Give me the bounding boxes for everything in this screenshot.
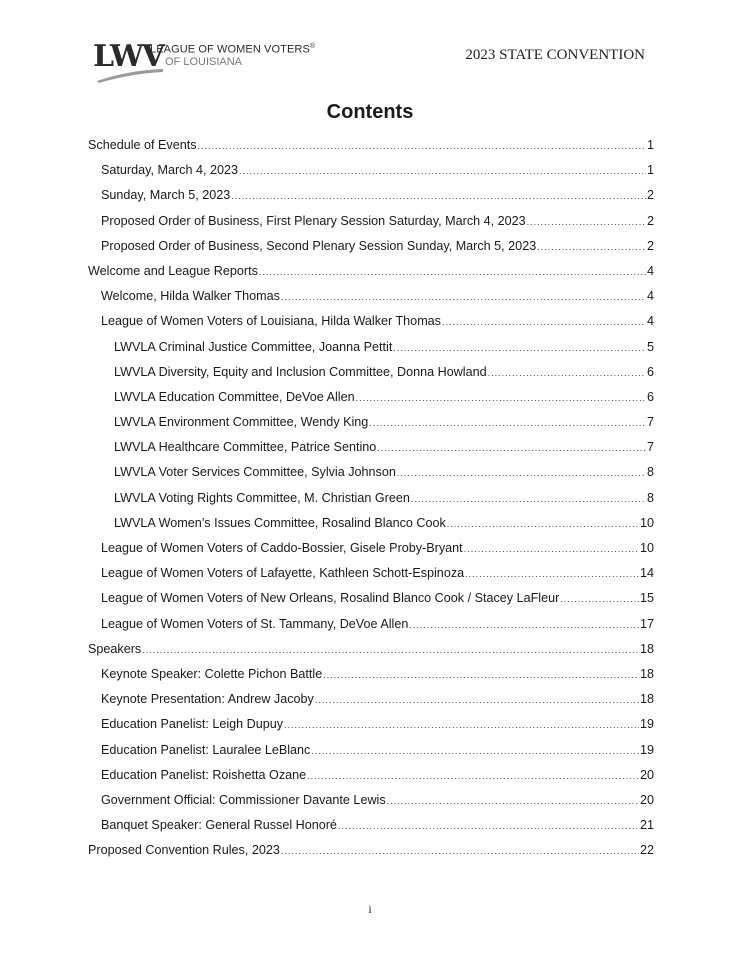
- toc-entry[interactable]: [88, 612, 654, 637]
- toc-dot-leader: [488, 361, 646, 386]
- toc-entry[interactable]: [88, 788, 654, 813]
- toc-entry[interactable]: [88, 360, 654, 385]
- toc-entry[interactable]: [88, 511, 654, 536]
- toc-entry-page-number[interactable]: 1: [646, 138, 654, 152]
- page-number: i: [368, 902, 372, 916]
- toc-entry-title[interactable]: League of Women Voters of St. Tammany, DeVoe Allen: [101, 616, 409, 631]
- toc-entry[interactable]: [88, 687, 654, 712]
- toc-entry-title[interactable]: Welcome, Hilda Walker Thomas: [101, 289, 280, 304]
- toc-entry-title[interactable]: Proposed Convention Rules, 2023: [88, 843, 280, 858]
- toc-entry-title[interactable]: Schedule of Events: [88, 138, 197, 152]
- logo-mark: LWV: [93, 39, 164, 74]
- toc-entry-page-number[interactable]: 17: [639, 616, 654, 631]
- toc-entry-title[interactable]: LWVLA Education Committee, DeVoe Allen: [114, 389, 355, 404]
- toc-entry-title[interactable]: Proposed Order of Business, Second Plenary Session Sunday, March 5, 2023: [101, 238, 537, 253]
- toc-entry-page-number[interactable]: 4: [646, 289, 654, 304]
- lwv-logo: [93, 40, 323, 86]
- toc-entry[interactable]: [88, 410, 654, 435]
- toc-dot-leader: [397, 461, 646, 486]
- toc-entry-page-number[interactable]: 4: [646, 263, 654, 278]
- toc-entry-page-number[interactable]: 8: [646, 490, 654, 505]
- toc-entry-page-number[interactable]: 18: [639, 692, 654, 707]
- logo-swoosh-icon: [95, 64, 165, 84]
- toc-dot-leader: [356, 386, 646, 411]
- toc-entry-title[interactable]: Speakers: [88, 641, 142, 656]
- toc-entry-page-number[interactable]: 7: [646, 415, 654, 430]
- toc-entry-page-number[interactable]: 18: [639, 666, 654, 681]
- toc-entry-page-number[interactable]: 15: [639, 591, 654, 606]
- toc-dot-leader: [307, 764, 639, 789]
- toc-entry-title[interactable]: Keynote Presentation: Andrew Jacoby: [101, 692, 314, 707]
- toc-entry[interactable]: [88, 838, 654, 863]
- toc-entry[interactable]: [88, 662, 654, 687]
- toc-dot-leader: [411, 487, 646, 512]
- toc-dot-leader: [465, 562, 639, 587]
- toc-entry[interactable]: [88, 712, 654, 737]
- toc-dot-leader: [338, 814, 639, 839]
- toc-entry[interactable]: [88, 813, 654, 838]
- toc-dot-leader: [281, 839, 639, 864]
- toc-entry-title[interactable]: Education Panelist: Leigh Dupuy: [101, 717, 284, 732]
- toc-entry-title[interactable]: LWVLA Voting Rights Committee, M. Christian Green: [114, 490, 410, 505]
- toc-entry-title[interactable]: League of Women Voters of New Orleans, Rosalind Blanco Cook / Stacey LaFleur: [101, 591, 560, 606]
- toc-dot-leader: [369, 411, 646, 436]
- toc-entry[interactable]: [88, 335, 654, 360]
- toc-dot-leader: [447, 512, 639, 537]
- toc-entry-title[interactable]: LWVLA Environment Committee, Wendy King: [114, 415, 369, 430]
- toc-entry[interactable]: [88, 435, 654, 460]
- toc-entry-title[interactable]: Education Panelist: Lauralee LeBlanc: [101, 742, 311, 757]
- convention-title: 2023 STATE CONVENTION: [465, 47, 645, 63]
- toc-entry[interactable]: [88, 561, 654, 586]
- toc-entry[interactable]: [88, 158, 654, 183]
- toc-entry-page-number[interactable]: 10: [639, 541, 654, 555]
- logo-state-name: OF LOUISIANA: [165, 56, 243, 68]
- toc-entry-page-number[interactable]: 2: [646, 188, 654, 203]
- toc-entry-page-number[interactable]: 8: [646, 465, 654, 480]
- toc-entry-page-number[interactable]: 5: [646, 339, 654, 354]
- toc-entry-title[interactable]: Saturday, March 4, 2023: [101, 163, 238, 178]
- toc-entry-page-number[interactable]: 2: [646, 213, 654, 228]
- page-title: Contents: [326, 101, 414, 123]
- toc-entry-page-number[interactable]: 1: [646, 163, 654, 178]
- toc-entry-title[interactable]: LWVLA Women’s Issues Committee, Rosalind Blanco Cook: [114, 515, 446, 530]
- toc-dot-leader: [315, 688, 639, 713]
- toc-entry-title[interactable]: League of Women Voters of Caddo-Bossier, Gisele Proby-Bryant: [101, 541, 463, 555]
- toc-entry-page-number[interactable]: 10: [639, 515, 654, 530]
- toc-dot-leader: [231, 184, 646, 209]
- toc-dot-leader: [142, 638, 639, 663]
- toc-dot-leader: [198, 134, 646, 159]
- toc-entry-title[interactable]: LWVLA Diversity, Equity and Inclusion Committee, Donna Howland: [114, 364, 487, 379]
- toc-dot-leader: [537, 235, 646, 260]
- toc-dot-leader: [442, 310, 646, 335]
- toc-entry[interactable]: [88, 536, 654, 561]
- toc-entry-title[interactable]: Sunday, March 5, 2023: [101, 188, 231, 203]
- toc-entry[interactable]: [88, 183, 654, 208]
- toc-entry-page-number[interactable]: 21: [639, 818, 654, 833]
- toc-entry-title[interactable]: Welcome and League Reports: [88, 263, 258, 278]
- toc-dot-leader: [323, 663, 639, 688]
- toc-entry[interactable]: [88, 309, 654, 334]
- toc-entry[interactable]: [88, 234, 654, 259]
- toc-entry-title[interactable]: Banquet Speaker: General Russel Honoré: [101, 818, 337, 833]
- table-of-contents: [88, 133, 654, 863]
- toc-entry[interactable]: [88, 637, 654, 662]
- toc-entry-page-number[interactable]: 4: [646, 314, 654, 329]
- toc-entry[interactable]: [88, 763, 654, 788]
- toc-entry-page-number[interactable]: 14: [639, 566, 654, 581]
- toc-entry-title[interactable]: League of Women Voters of Louisiana, Hilda Walker Thomas: [101, 314, 441, 329]
- toc-entry[interactable]: [88, 133, 654, 158]
- toc-dot-leader: [527, 210, 646, 235]
- toc-entry[interactable]: [88, 209, 654, 234]
- toc-entry[interactable]: [88, 385, 654, 410]
- toc-entry-title[interactable]: Education Panelist: Roishetta Ozane: [101, 767, 307, 782]
- toc-dot-leader: [259, 260, 646, 285]
- toc-dot-leader: [239, 159, 646, 184]
- toc-entry-page-number[interactable]: 6: [646, 364, 654, 379]
- toc-entry-page-number[interactable]: 6: [646, 389, 654, 404]
- toc-dot-leader: [311, 739, 639, 764]
- toc-entry-page-number[interactable]: 22: [639, 843, 654, 858]
- logo-org-name-text: LEAGUE OF WOMEN VOTERS: [150, 43, 310, 56]
- toc-entry-page-number[interactable]: 2: [646, 238, 654, 253]
- toc-dot-leader: [281, 285, 646, 310]
- logo-org-name: [150, 43, 315, 56]
- toc-entry-title[interactable]: LWVLA Voter Services Committee, Sylvia Johnson: [114, 465, 396, 480]
- toc-entry[interactable]: [88, 486, 654, 511]
- logo-registered-mark: ®: [309, 43, 316, 50]
- toc-entry-page-number[interactable]: 7: [646, 440, 654, 455]
- toc-entry-title[interactable]: LWVLA Healthcare Committee, Patrice Sentino: [114, 440, 377, 455]
- toc-entry-title[interactable]: League of Women Voters of Lafayette, Kathleen Schott-Espinoza: [101, 566, 465, 581]
- toc-dot-leader: [284, 713, 639, 738]
- toc-entry[interactable]: [88, 284, 654, 309]
- toc-entry[interactable]: [88, 738, 654, 763]
- toc-entry-title[interactable]: Proposed Order of Business, First Plenary Session Saturday, March 4, 2023: [101, 213, 526, 228]
- toc-entry-page-number[interactable]: 19: [639, 742, 654, 757]
- toc-entry-page-number[interactable]: 20: [639, 792, 654, 807]
- toc-entry-title[interactable]: Keynote Speaker: Colette Pichon Battle: [101, 666, 323, 681]
- toc-entry-title[interactable]: Government Official: Commissioner Davante Lewis: [101, 792, 386, 807]
- toc-dot-leader: [377, 436, 646, 461]
- toc-entry[interactable]: [88, 586, 654, 611]
- toc-dot-leader: [409, 613, 639, 638]
- toc-entry-title[interactable]: LWVLA Criminal Justice Committee, Joanna Pettit: [114, 339, 393, 354]
- toc-dot-leader: [393, 336, 646, 361]
- toc-entry[interactable]: [88, 460, 654, 485]
- toc-dot-leader: [464, 537, 639, 562]
- toc-entry-page-number[interactable]: 19: [639, 717, 654, 732]
- toc-entry[interactable]: [88, 259, 654, 284]
- toc-dot-leader: [560, 587, 639, 612]
- toc-dot-leader: [387, 789, 639, 814]
- toc-entry-page-number[interactable]: 20: [639, 767, 654, 782]
- toc-entry-page-number[interactable]: 18: [639, 641, 654, 656]
